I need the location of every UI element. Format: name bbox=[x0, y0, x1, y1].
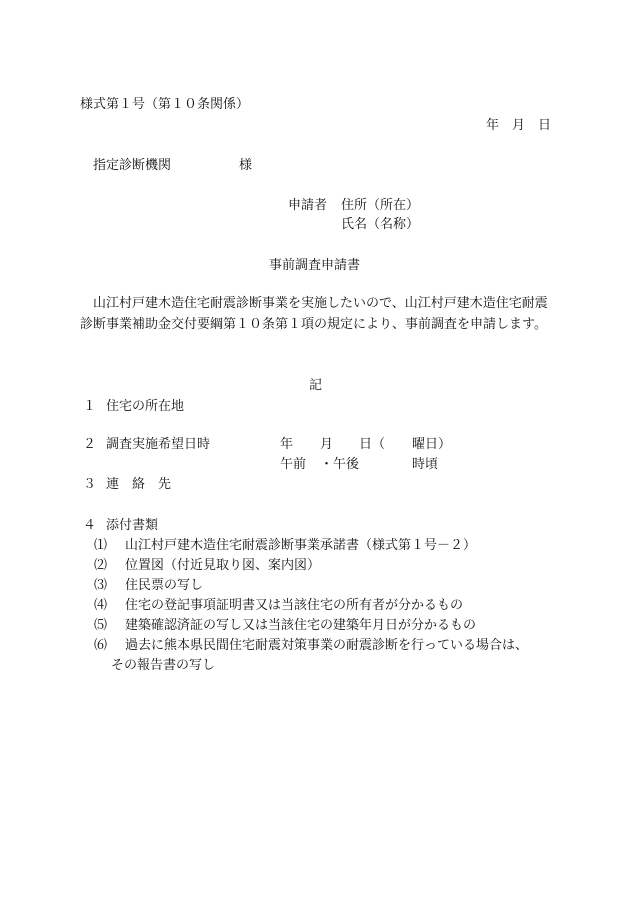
attachment-6-continuation: その報告書の写し bbox=[111, 658, 216, 673]
item-3-number: ３ bbox=[83, 477, 97, 492]
attachment-3-text: 住民票の写し bbox=[125, 578, 204, 593]
item-4-label: 添付書類 bbox=[106, 518, 159, 533]
attachment-6-text: 過去に熊本県民間住宅耐震対策事業の耐震診断を行っている場合は、 bbox=[125, 638, 529, 653]
applicant-address-label: 住所（所在） bbox=[341, 198, 420, 213]
item-2-time: 時頃 bbox=[412, 457, 439, 472]
form-number: 様式第１号（第１０条関係） bbox=[80, 97, 250, 112]
attachment-5-text: 建築確認済証の写し又は当該住宅の建築年月日が分かるもの bbox=[125, 618, 477, 633]
attachment-1-text: 山江村戸建木造住宅耐震診断事業承諾書（様式第１号－２） bbox=[125, 538, 477, 553]
attachment-6-number: ⑹ bbox=[94, 638, 108, 653]
item-4-number: ４ bbox=[83, 518, 97, 533]
item-2-weekday: 曜日） bbox=[412, 437, 452, 452]
attachment-4-text: 住宅の登記事項証明書又は当該住宅の所有者が分かるもの bbox=[125, 598, 464, 613]
item-2-month: 月 bbox=[320, 437, 334, 452]
document-title: 事前調査申請書 bbox=[269, 258, 361, 273]
addressee-honorific: 様 bbox=[239, 158, 253, 173]
item-1-number: １ bbox=[83, 399, 97, 414]
item-2-label: 調査実施希望日時 bbox=[106, 437, 211, 452]
ki-heading: 記 bbox=[309, 378, 323, 393]
item-2-year: 年 bbox=[280, 437, 294, 452]
item-1-label: 住宅の所在地 bbox=[106, 399, 185, 414]
attachment-4-number: ⑷ bbox=[94, 598, 108, 613]
date-line: 年 月 日 bbox=[486, 118, 552, 133]
attachment-3-number: ⑶ bbox=[94, 578, 108, 593]
applicant-label: 申請者 bbox=[288, 198, 328, 213]
addressee-label: 指定診断機関 bbox=[93, 158, 172, 173]
body-paragraph: 山江村戸建木造住宅耐震診断事業を実施したいので、山江村戸建木造住宅耐震診断事業補助金交付要綱第１０条第１項の規定により、事前調査を申請します。 bbox=[80, 296, 548, 332]
applicant-name-label: 氏名（名称） bbox=[341, 217, 420, 232]
attachment-1-number: ⑴ bbox=[94, 538, 108, 553]
item-2-number: ２ bbox=[83, 437, 97, 452]
attachment-5-number: ⑸ bbox=[94, 618, 108, 633]
item-2-pm: ・午後 bbox=[320, 457, 360, 472]
item-3-label: 連 絡 先 bbox=[106, 477, 172, 492]
item-2-day: 日（ bbox=[359, 437, 386, 452]
item-2-am: 午前 bbox=[280, 457, 307, 472]
attachment-2-text: 位置図（付近見取り図、案内図） bbox=[125, 558, 321, 573]
attachment-2-number: ⑵ bbox=[94, 558, 108, 573]
